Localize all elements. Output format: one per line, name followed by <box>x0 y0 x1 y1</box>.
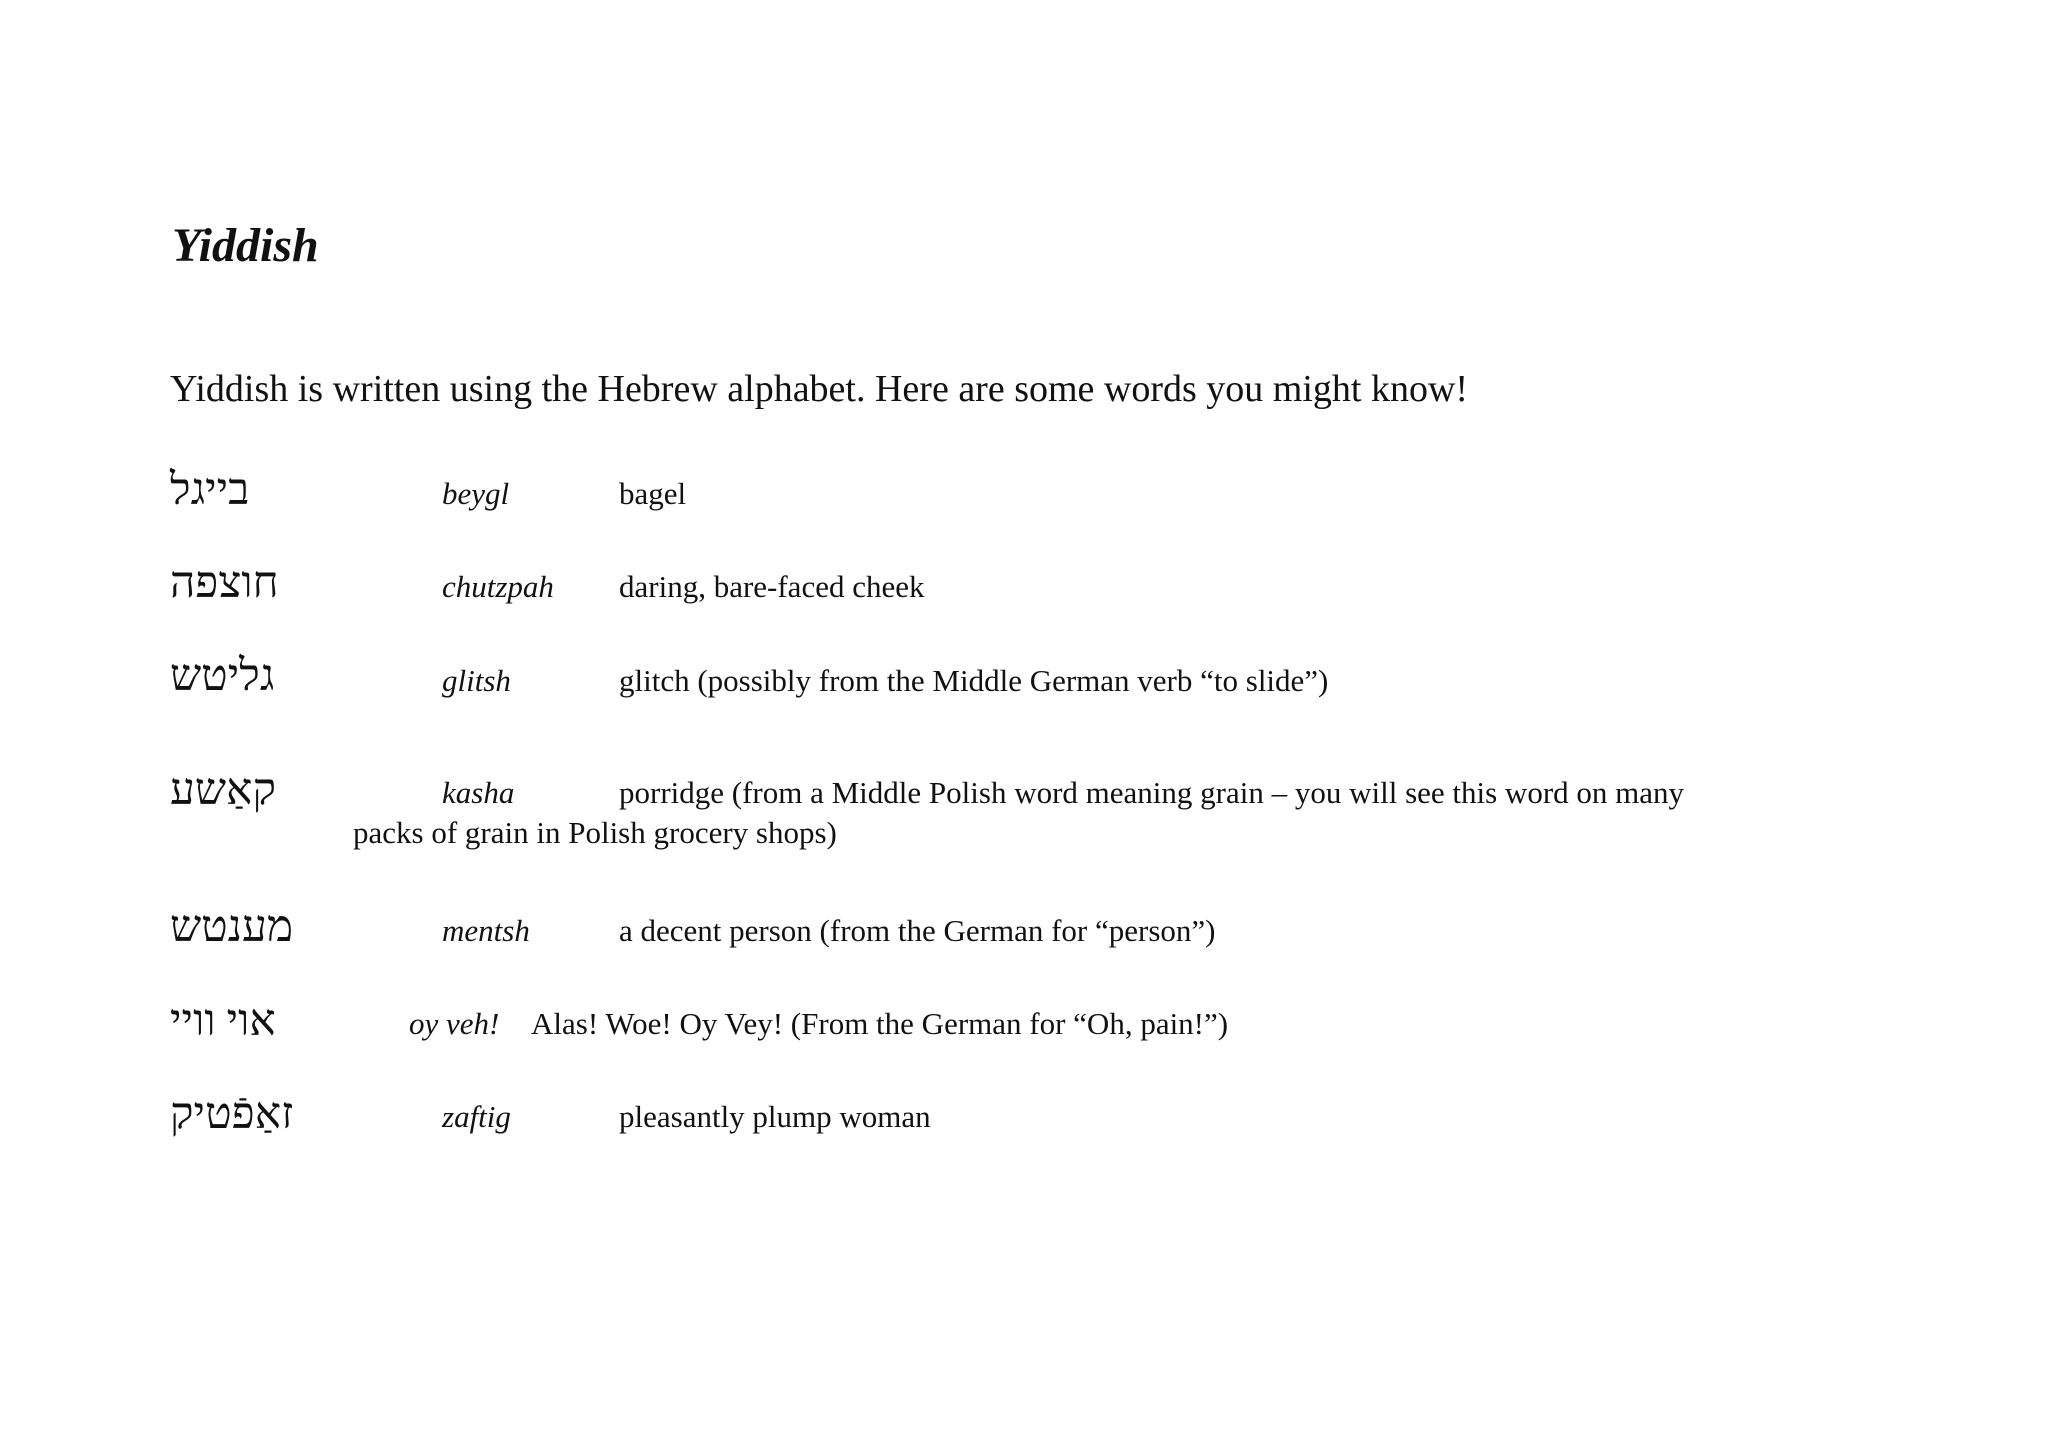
page-title: Yiddish <box>172 219 319 272</box>
meaning: bagel <box>619 476 687 511</box>
hebrew-word: קאַשע <box>170 765 277 814</box>
hebrew-word: זאַפֿטיק <box>170 1089 294 1138</box>
meaning: daring, bare-faced cheek <box>619 569 925 604</box>
transliteration: chutzpah <box>442 569 554 604</box>
meaning: Alas! Woe! Oy Vey! (From the German for “Oh, pain!”) <box>531 1006 1229 1041</box>
hebrew-word: מענטש <box>170 902 294 951</box>
transliteration: glitsh <box>442 663 511 698</box>
intro-text: Yiddish is written using the Hebrew alphabet. Here are some words you might know! <box>170 368 1469 410</box>
meaning: a decent person (from the German for “person”) <box>619 913 1216 948</box>
transliteration: kasha <box>442 775 515 810</box>
transliteration: beygl <box>442 476 510 511</box>
hebrew-word: חוצפה <box>170 558 279 607</box>
meaning: pleasantly plump woman <box>619 1099 931 1134</box>
hebrew-word: אוי וויי <box>170 996 276 1045</box>
transliteration: zaftig <box>442 1099 511 1134</box>
meaning: porridge (from a Middle Polish word meaning grain – you will see this word on many <box>619 775 1685 810</box>
hebrew-word: גליטש <box>170 651 275 700</box>
hebrew-word: בייגל <box>170 465 250 514</box>
transliteration: oy veh! <box>409 1006 500 1041</box>
transliteration: mentsh <box>442 913 530 948</box>
meaning-continuation: packs of grain in Polish grocery shops) <box>353 815 837 850</box>
meaning: glitch (possibly from the Middle German verb “to slide”) <box>619 663 1329 698</box>
